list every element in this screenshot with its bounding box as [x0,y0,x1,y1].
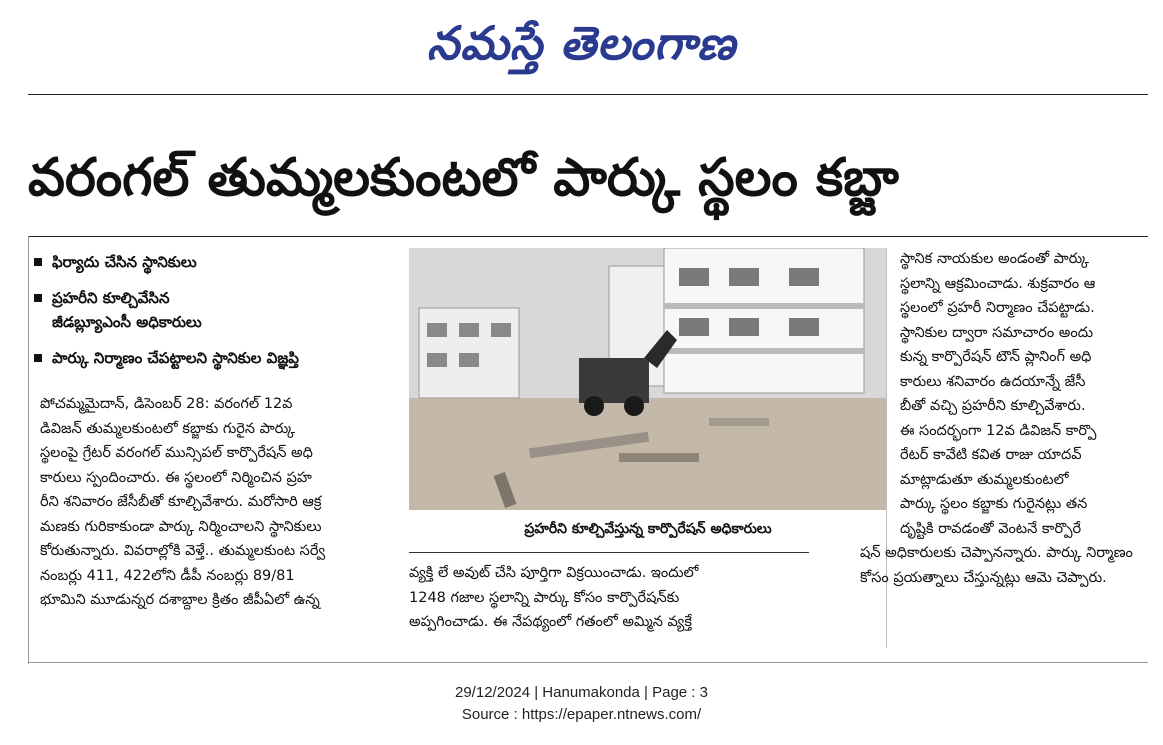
text-line: భూమిని మూడున్నర దశాబ్దాల క్రితం జీపీఏలో ఉన్న [40,592,320,608]
headline: వరంగల్ తుమ్మలకుంటలో పార్కు స్థలం కబ్జా [28,148,899,208]
article-column-3 [860,247,1150,590]
bottom-divider [28,662,1148,663]
text-line: మాట్లాడుతూ తుమ్మలకుంటలో [900,471,1069,488]
headline-divider [28,236,1148,237]
text-line: స్థలంపై గ్రేటర్ వరంగల్ మున్సిపల్ కార్పొరేషన్ అధి [40,445,313,461]
newspaper-logo: నమస్తే తెలంగాణ [426,16,737,70]
text-line: స్థానిక నాయకుల అండంతో పార్కు [900,251,1089,267]
text-line: కోసం ప్రయత్నాలు చేస్తున్నట్లు ఆమె చెప్పారు. [860,569,1107,586]
text-line: అప్పగించాడు. ఈ నేపథ్యంలో గతంలో అమ్మిన వ్యక్తే [409,614,692,630]
article-column-1 [40,392,390,613]
left-border [28,236,29,664]
text-line: దృష్టికి రావడంతో వెంటనే కార్పొరే [900,520,1082,537]
text-line: షన్ అధికారులకు చెప్పానన్నారు. పార్కు నిర్మాణం [860,545,1133,561]
text-line: 1248 గజాల స్థలాన్ని పార్కు కోసం కార్పొరేషన్‌కు [409,589,680,606]
text-line: నంబర్లు 411, 422లోని డీపీ నంబర్లు 89/81 [40,567,295,584]
highlight-text: పార్కు నిర్మాణం చేపట్టాలని స్థానికుల విజ్ఞప్తి [52,349,299,367]
highlight-item [30,346,390,370]
text-line: స్థలాన్ని ఆక్రమించాడు. శుక్రవారం ఆ [900,275,1096,292]
highlight-text: ఫిర్యాదు చేసిన స్థానికులు [52,253,197,271]
highlights-list [30,250,390,382]
text-line: పోచమ్మమైదాన్, డిసెంబర్ 28: వరంగల్ 12వ [40,396,293,412]
source-link[interactable]: Source : https://epaper.ntnews.com/ [461,706,702,723]
text-line: స్థలంలో ప్రహరీ నిర్మాణం చేపట్టాడు. [900,300,1095,316]
text-line: కున్న కార్పొరేషన్ టౌన్ ప్లానింగ్ అధి [900,349,1092,365]
highlight-item [30,250,390,274]
text-line: కారులు స్పందించారు. ఈ స్థలంలో నిర్మించిన ప్రహ [40,469,312,486]
text-line: కోరుతున్నారు. వివరాల్లోకి వెళ్తే.. తుమ్మలకుంట సర్వే [40,543,326,559]
text-line: రేటర్ కావేటి కవిత రాజు యాదవ్ [900,447,1082,463]
text-line: వ్యక్తి లే అవుట్ చేసి పూర్తిగా విక్రయించాడు. ఇందులో [409,565,699,581]
text-line: మణకు గురికాకుండా పార్కు నిర్మించాలని స్థానికులు [40,518,322,535]
caption-divider [409,552,809,553]
edition-info: 29/12/2024 | Hanumakonda | Page : 3 [455,684,708,701]
highlight-text: ప్రహరీని కూల్చివేసిన [52,289,170,307]
page-footer [0,682,1163,726]
text-line: రీని శనివారం జేసీబీతో కూల్చివేశారు. మరోసారి ఆక్ర [40,494,322,510]
text-line: స్థానికుల ద్వారా సమాచారం అందు [900,324,1094,341]
text-line: ఈ సందర్భంగా 12వ డివిజన్ కార్పొ [900,422,1097,439]
top-divider [28,94,1148,95]
news-photo [409,248,887,510]
article-column-2 [409,561,869,635]
masthead [0,8,1163,78]
highlight-item [30,286,390,334]
text-line: కారులు శనివారం ఉదయాన్నే జేసీ [900,373,1086,390]
photo-caption: ప్రహరీని కూల్చివేస్తున్న కార్పొరేషన్ అధికారులు [524,521,772,537]
text-line: పార్కు స్థలం కబ్జాకు గురైనట్లు తన [900,496,1088,512]
highlight-text-continued: జీడబ్ల్యూఎంసీ అధికారులు [52,313,202,331]
text-line: బీతో వచ్చి ప్రహరీని కూల్చివేశారు. [900,398,1086,414]
construction-scene-image [409,248,887,510]
text-line: డివిజన్ తుమ్మలకుంటలో కబ్జాకు గురైన పార్కు [40,420,296,437]
